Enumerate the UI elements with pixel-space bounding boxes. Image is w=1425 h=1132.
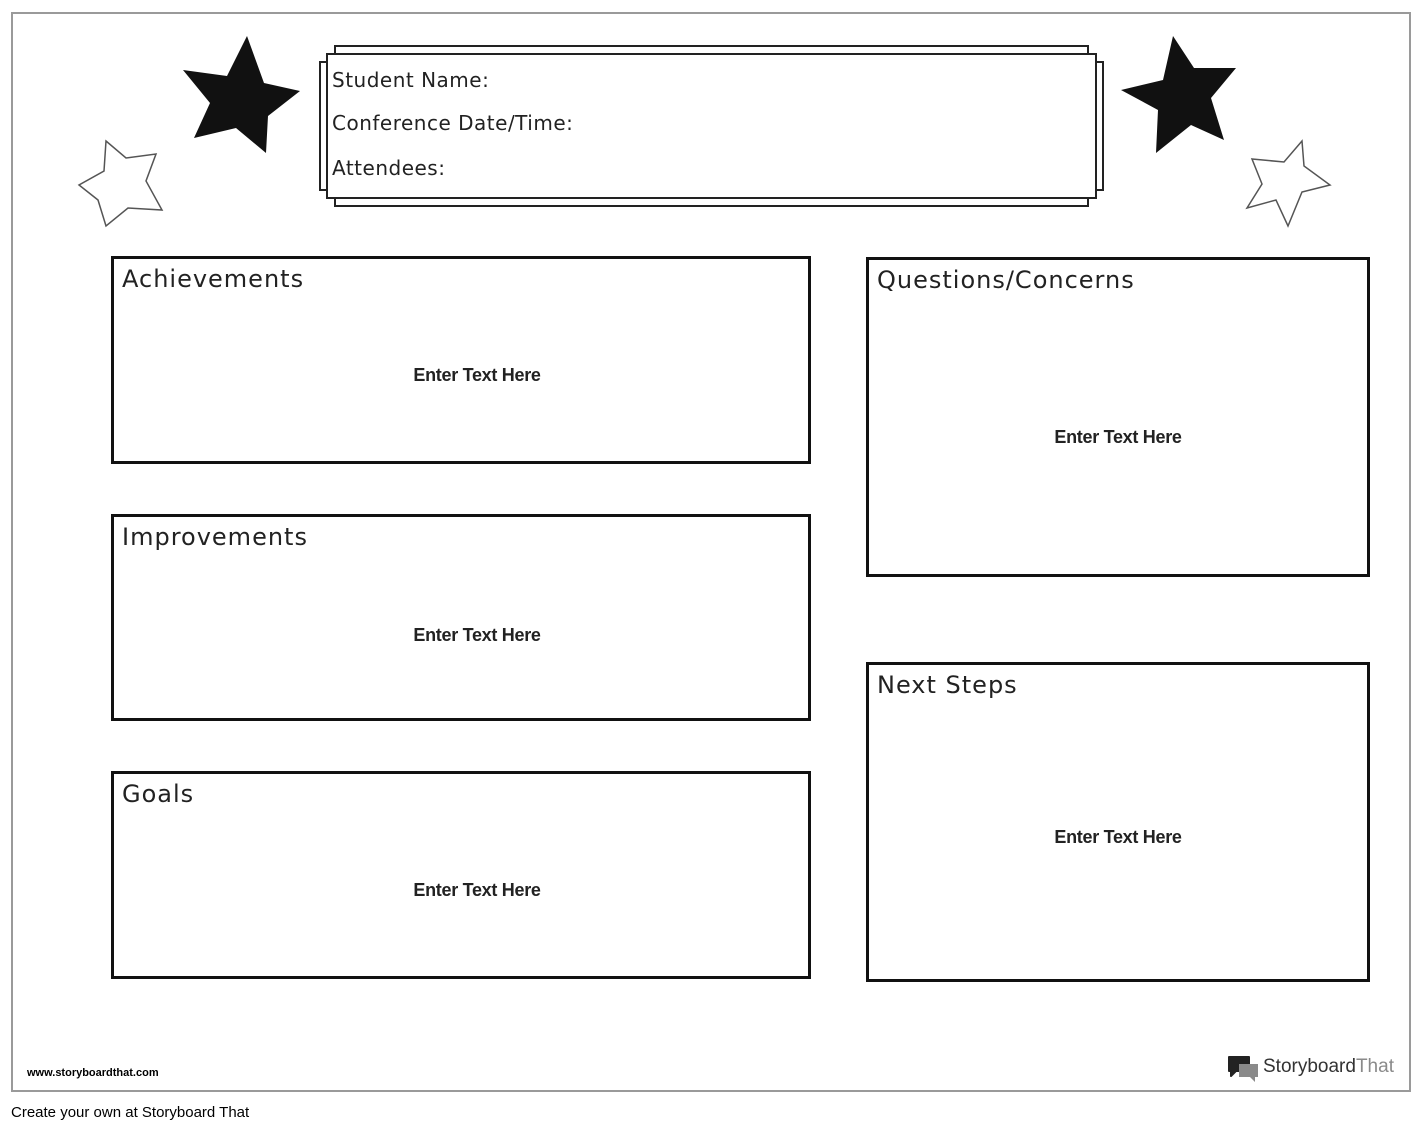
- attendees-label: Attendees:: [332, 156, 446, 180]
- conference-date-label: Conference Date/Time:: [332, 111, 574, 135]
- star-outline-icon: [76, 138, 168, 230]
- goals-box: [111, 771, 811, 979]
- next-steps-text[interactable]: Enter Text Here: [1054, 827, 1182, 847]
- improvements-title: Improvements: [122, 523, 308, 551]
- speech-bubbles-icon: [1227, 1055, 1261, 1083]
- achievements-text[interactable]: Enter Text Here: [413, 365, 541, 385]
- star-filled-icon: [180, 33, 305, 158]
- goals-text[interactable]: Enter Text Here: [413, 880, 541, 900]
- next-steps-box: [866, 662, 1370, 982]
- improvements-box: [111, 514, 811, 721]
- student-name-label: Student Name:: [332, 68, 490, 92]
- improvements-text[interactable]: Enter Text Here: [413, 625, 541, 645]
- achievements-title: Achievements: [122, 265, 305, 293]
- next-steps-title: Next Steps: [877, 671, 1018, 699]
- create-your-own-link[interactable]: Create your own at Storyboard That: [11, 1104, 250, 1121]
- logo-text-light: That: [1355, 1056, 1394, 1077]
- footer-url[interactable]: www.storyboardthat.com: [27, 1067, 159, 1079]
- star-filled-icon: [1118, 33, 1243, 158]
- questions-title: Questions/Concerns: [877, 266, 1135, 294]
- goals-title: Goals: [122, 780, 195, 808]
- questions-box: [866, 257, 1370, 577]
- achievements-box: [111, 256, 811, 464]
- questions-text[interactable]: Enter Text Here: [1054, 427, 1182, 447]
- logo-text-dark: Storyboard: [1263, 1056, 1356, 1077]
- star-outline-icon: [1244, 138, 1336, 230]
